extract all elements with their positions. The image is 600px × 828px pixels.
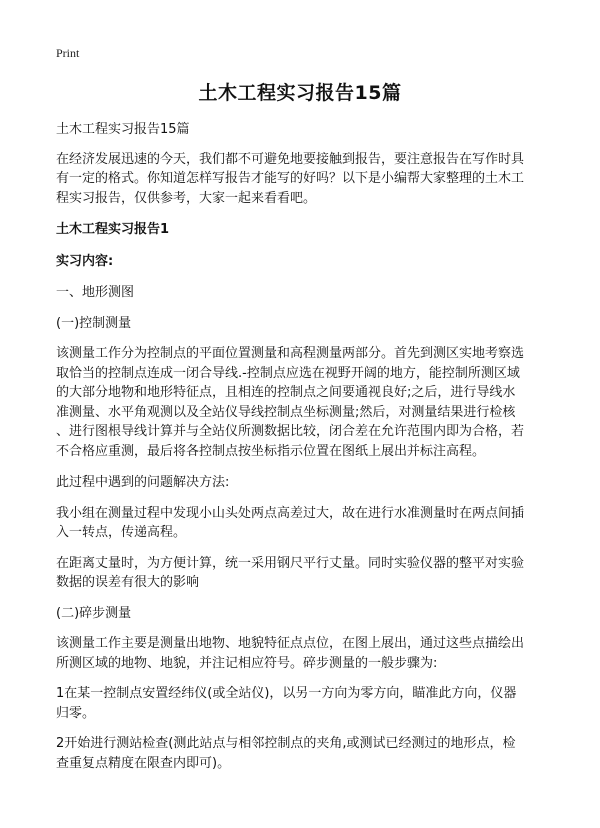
step-2-paragraph <box>56 734 546 773</box>
paragraph-line: 、进行图根导线计算并与全站仪所测数据比较，闭合差在允许范围内即为合格，若 <box>56 424 525 439</box>
paragraph-line: 归零。 <box>56 705 96 721</box>
intro-paragraph <box>56 150 546 209</box>
subsection-heading-control: (一)控制测量 <box>56 315 132 331</box>
problems-label: 此过程中遇到的问题解决方法: <box>56 475 230 490</box>
detail-survey-paragraph <box>56 634 546 673</box>
section-heading-topographic: 一、地形测图 <box>56 285 135 300</box>
paragraph-line: 数据的误差有很大的影响 <box>56 575 200 590</box>
paragraph-line: 该测量工作主要是测量出地物、地貌特征点点位，在图上展出，通过这些点描绘出 <box>56 636 525 651</box>
intro-line: 有一定的格式。你知道怎样写报告才能写的好吗？以下是小编帮大家整理的土木工 <box>56 171 525 186</box>
paragraph-line: 入一转点，传递高程。 <box>56 525 187 540</box>
paragraph-line: 不合格应重测，最后将各控制点按坐标指示位置在图纸上展出并标注高程。 <box>56 443 486 459</box>
subsection-heading-detail: (二)碎步测量 <box>56 605 132 621</box>
paragraph-line: 2开始进行测站检查(测此站点与相邻控制点的夹角,或测试已经测过的地形点，检 <box>56 736 516 751</box>
paragraph-line: 查重复点精度在限查内即可)。 <box>56 755 231 771</box>
solution-paragraph-1 <box>56 504 546 543</box>
paragraph-line: 1在某一控制点安置经纬仪(或全站仪)，以另一方向为零方向，瞄准此方向，仪器 <box>56 686 517 701</box>
control-survey-paragraph <box>56 344 546 461</box>
solution-paragraph-2 <box>56 554 546 593</box>
paragraph-line: 准测量、水平角观测以及全站仪导线控制点坐标测量;然后，对测量结果进行检核 <box>56 404 516 420</box>
page-title: 土木工程实习报告15篇 <box>198 82 402 104</box>
paragraph-line: 在距离丈量时，为方便计算，统一采用钢尺平行丈量。同时实验仪器的整平对实验 <box>56 555 525 571</box>
paragraph-line: 所测区域的地物、地貌，并注记相应符号。碎步测量的一般步骤为: <box>56 655 438 671</box>
intro-line: 程实习报告，仅供参考，大家一起来看看吧。 <box>56 190 317 206</box>
paragraph-line: 取恰当的控制点连成一闭合导线.-控制点应选在视野开阔的地方，能控制所测区域 <box>56 365 520 381</box>
intro-line: 在经济发展迅速的今天，我们都不可避免地要接触到报告，要注意报告在写作时具 <box>56 151 525 167</box>
document-subtitle: 土木工程实习报告15篇 <box>56 122 190 137</box>
paragraph-line: 我小组在测量过程中发现小山头处两点高差过大，故在进行水准测量时在两点间插 <box>56 505 525 521</box>
step-1-paragraph <box>56 684 546 723</box>
print-link[interactable]: Print <box>56 46 80 60</box>
paragraph-line: 该测量工作分为控制点的平面位置测量和高程测量两部分。首先到测区实地考察选 <box>56 346 525 361</box>
document-body <box>56 120 546 784</box>
content-heading: 实习内容: <box>56 253 114 269</box>
report-heading: 土木工程实习报告1 <box>56 222 170 237</box>
paragraph-line: 的大部分地物和地形特征点，且相连的控制点之间要通视良好;之后，进行导线水 <box>56 385 516 400</box>
